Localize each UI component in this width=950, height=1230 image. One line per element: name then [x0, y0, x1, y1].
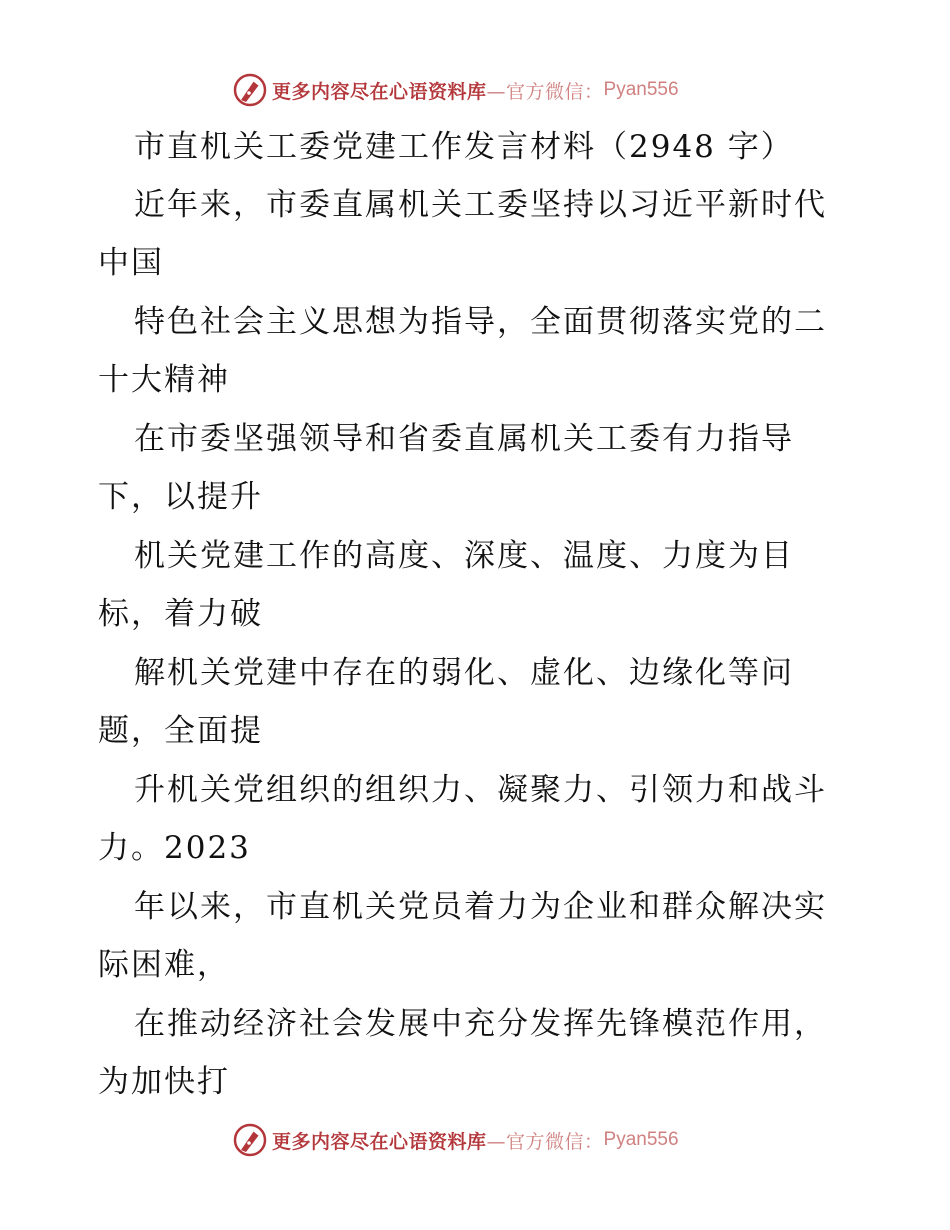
text-line: 解机关党建中存在的弱化、虚化、边缘化等问: [134, 655, 794, 691]
document-title: 市直机关工委党建工作发言材料（2948 字）: [134, 129, 794, 165]
text-line: 十大精神: [98, 362, 230, 398]
text-line: 中国: [98, 245, 164, 281]
text-line: 题，全面提: [98, 713, 263, 749]
text-line: 下，以提升: [98, 479, 263, 515]
text-line: 力。2023: [98, 830, 251, 866]
text-line: 特色社会主义思想为指导，全面贯彻落实党的二: [134, 304, 827, 340]
text-line: 年以来，市直机关党员着力为企业和群众解决实: [134, 889, 827, 925]
library-name: 更多内容尽在心语资料库: [272, 80, 487, 103]
library-name: 更多内容尽在心语资料库: [272, 1130, 487, 1153]
text-line: 机关党建工作的高度、深度、温度、力度为目: [134, 538, 794, 574]
header-watermark: [232, 70, 679, 110]
text-line: 近年来，市委直属机关工委坚持以习近平新时代: [134, 187, 827, 223]
text-line: 在市委坚强领导和省委直属机关工委有力指导: [134, 421, 794, 457]
wechat-id: Pyan556: [603, 79, 679, 100]
wechat-id: Pyan556: [603, 1129, 679, 1150]
text-line: 标，着力破: [98, 596, 263, 632]
footer-watermark: [232, 1120, 679, 1160]
text-line: 在推动经济社会发展中充分发挥先锋模范作用，: [134, 1006, 827, 1042]
wechat-label: —官方微信：: [486, 1130, 604, 1153]
text-line: 升机关党组织的组织力、凝聚力、引领力和战斗: [134, 772, 827, 808]
fountain-pen-logo-icon: [232, 72, 268, 108]
fountain-pen-logo-icon: [232, 1122, 268, 1158]
text-line: 际困难，: [98, 947, 230, 983]
wechat-label: —官方微信：: [486, 80, 604, 103]
text-line: 为加快打: [98, 1064, 230, 1100]
